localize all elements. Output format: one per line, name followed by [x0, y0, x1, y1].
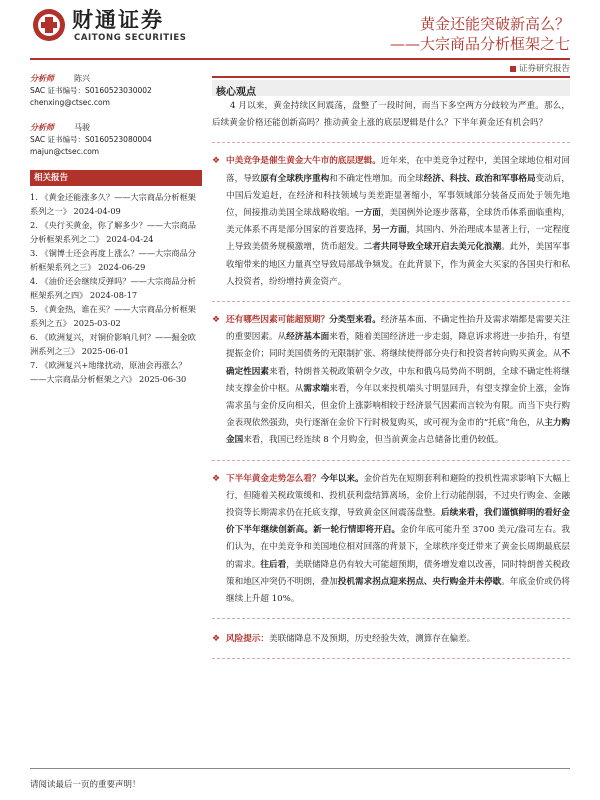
diamond-bullet-icon: ❖ — [212, 315, 221, 326]
body-text: 变动后，中国后发追赶，在经济和科技领域与美差距显著缩小，军事领域部分装备反而处于领先地位，间接推动美国全球战略收缩。 — [226, 173, 570, 219]
analyst-card — [30, 121, 202, 158]
analyst-cert: SAC 证书编号：S0160523080004 — [30, 135, 152, 144]
body-text: 。此外，美国军事收缩带来的地区力量真空导致局部战争频发。在此背景下，作为黄金大买家的各国央行和私人投资者，纷纷增持黄金资产。 — [226, 242, 570, 287]
body-text: 和不确定性增加。而全球 — [329, 173, 424, 184]
diamond-bullet-icon: ❖ — [212, 156, 221, 167]
bold-text: 往后看 — [260, 559, 287, 570]
core-view-heading: 核心观点 — [216, 87, 256, 98]
header-divider — [30, 58, 570, 60]
left-sidebar — [30, 72, 202, 386]
logo-emblem-icon — [32, 8, 66, 42]
analyst-name: 马骏 — [74, 123, 90, 132]
bold-text: 一方面 — [355, 208, 381, 219]
bold-text: 主力购金国 — [226, 418, 570, 446]
bold-text: 投机需求拐点迎来拐点、央行购金并未停歇 — [337, 576, 502, 587]
footer-disclaimer: 请阅读最后一页的重要声明！ — [30, 780, 141, 790]
related-report-item[interactable]: 2. 《央行买黄金，你了解多少？——大宗商品分析框架系列之二》 2024-04-24 — [30, 220, 196, 244]
footer-divider — [30, 768, 570, 769]
diamond-bullet-icon: ❖ — [212, 473, 221, 484]
body-text: 来看，随着美国经济进一步走弱，降息诉求将进一步抬升，有望提振金价；同时美国债务的无限制扩张、将继续使得部分央行和投资者转向购买黄金。从 — [226, 332, 570, 360]
analyst-role: 分析师 — [30, 73, 54, 83]
core-view-header — [212, 80, 570, 96]
report-title: 黄金还能突破新高么？ — [419, 15, 570, 33]
report-type-tag — [510, 62, 570, 74]
related-reports-heading: 相关报告 — [30, 170, 202, 186]
viewpoint-lead: 下半年黄金走势怎么看？ — [226, 473, 321, 484]
bold-text: 另一方面 — [372, 225, 407, 236]
body-text: ，美国例外论逐步落幕，全球货币体系面临重构，美元体系不再是部分国家的首要选择， — [226, 208, 570, 236]
bold-text: 原有全球秩序重构 — [260, 173, 330, 184]
bold-text: 今年以来。 — [320, 473, 364, 484]
body-text: 来看，我国已经连续 8 个月购金，但当前黄金占总储备比重仍较低。 — [243, 435, 504, 446]
body-text: 经济基本面、不确定性抬升及需求端都是需要关注的重要因素。从 — [226, 315, 570, 343]
bold-text: 需求端 — [303, 383, 330, 394]
related-report-item[interactable]: 5. 《黄金热，谁在买？——大宗商品分析框架系列之五》 2025-03-02 — [30, 304, 196, 328]
viewpoint-lead: 还有哪些因素可能超预期？ — [226, 315, 330, 326]
body-text: 来看，特朗普关税政策朝令夕改，中东和俄乌局势尚不明朗，全球不确定性将继续支撑金价中枢。从 — [226, 366, 570, 394]
analyst-cert: SAC 证书编号：S0160523030002 — [30, 86, 152, 95]
related-report-item[interactable]: 1. 《黄金还能涨多久？——大宗商品分析框架系列之一》 2024-04-09 — [30, 192, 196, 216]
bold-text: 分类型来看。 — [329, 315, 381, 326]
diamond-bullet-icon: ❖ — [212, 634, 221, 645]
body-text: ，其国内、外治理成本显著上行，一定程度上导致美债务规模激增，货币超发。 — [226, 225, 570, 253]
intro-paragraph: 4 月以来，黄金持续区间震荡，盘整了一段时间，而当下多空两方分歧较为严重。那么，后续黄金价格还能创新高吗？推动黄金上涨的底层逻辑是什么？下半年黄金还有机会吗？ — [212, 98, 570, 143]
related-reports-list — [30, 190, 202, 386]
bold-text: 不确定性因素 — [226, 349, 570, 377]
risk-lead: 风险提示： — [226, 634, 269, 645]
report-subtitle: ——大宗商品分析框架之七 — [389, 35, 570, 53]
body-text: 近年来，在中美竞争过程中，美国全球地位相对回落，导致 — [226, 156, 570, 184]
body-text: 金价首先在短期套利和避险的投机性需求影响下大幅上行，但随着关税政策缓和、投机获利盘结算离场，金价上行动能削弱，不过央行购金、金融投资等长期需求仍在托底支撑，导致黄金区间震荡盘整。 — [226, 473, 570, 519]
bold-text: 经济、科技、政治和军事格局 — [423, 173, 536, 184]
viewpoint-lead: 中美竞争是催生黄金大牛市的底层逻辑。 — [226, 156, 381, 167]
risk-warning — [212, 631, 570, 659]
related-report-item[interactable]: 7. 《欧洲复兴+地缘扰动，原油会再涨么？——大宗商品分析框架之六》 2025-06-30 — [30, 360, 187, 384]
viewpoint-2 — [212, 312, 570, 461]
core-divider — [212, 76, 570, 78]
related-report-item[interactable]: 4. 《油价还会继续反弹吗？——大宗商品分析框架系列之四》 2024-08-17 — [30, 276, 196, 300]
square-bullet-icon — [510, 66, 516, 72]
logo-text-en: CAITONG SECURITIES — [74, 33, 187, 43]
bold-text: 二者共同导致全球开启去美元化浪潮 — [363, 242, 502, 253]
analyst-name: 陈兴 — [74, 74, 90, 83]
analyst-email[interactable]: chenxing@ctsec.com — [30, 98, 110, 107]
body-text: 金价年底可能升至 3700 美元/盎司左右。我们认为，在中美竞争和美国地位相对回落的背景下，全球秩序变迁带来了黄金长周期最底层的需求。 — [226, 525, 570, 570]
risk-text: 美联储降息不及预期，历史经验失效，测算存在偏差。 — [268, 634, 476, 645]
analyst-role: 分析师 — [30, 122, 54, 132]
bold-text: 经济基本面 — [286, 332, 330, 343]
body-text: 。年底金价或仍将继续上升超 10%。 — [226, 576, 570, 605]
core-content — [212, 98, 570, 659]
logo-text-cn: 财通证券 — [72, 8, 164, 32]
related-report-item[interactable]: 6. 《欧洲复兴，对铜价影响几何？——掘金欧洲系列之三》 2025-06-01 — [30, 332, 196, 356]
body-text: 来看，今年以来投机端头寸明显回升，有望支撑金价上涨，金饰需求虽与金价反向相关，但金价上涨影响相较于经济景气因素而言较为有限。而当下央行购金表现依然强劲，央行逐渐在金价下行时极复购买，或可视为金市的“托底”角色，从 — [226, 383, 570, 429]
viewpoint-3 — [212, 471, 570, 620]
company-logo — [32, 8, 192, 46]
related-report-item[interactable]: 3. 《铜博士还会再度上涨么？——大宗商品分析框架系列之三》 2024-06-29 — [30, 248, 196, 272]
analyst-email[interactable]: majun@ctsec.com — [30, 147, 100, 156]
bold-text: 后续来看，我们谨慎鲜明的看好金价下半年继续创新高。新一轮行情即将开启。 — [226, 508, 570, 536]
analyst-card — [30, 72, 202, 109]
body-text: ，美联储降息仍有较大可能超预期，债务增发难以改善，同时特朗普关税政策和地区冲突仍不明朗，叠加 — [226, 559, 570, 587]
viewpoint-1 — [212, 153, 570, 302]
report-type-label: 证券研究报告 — [518, 64, 570, 74]
